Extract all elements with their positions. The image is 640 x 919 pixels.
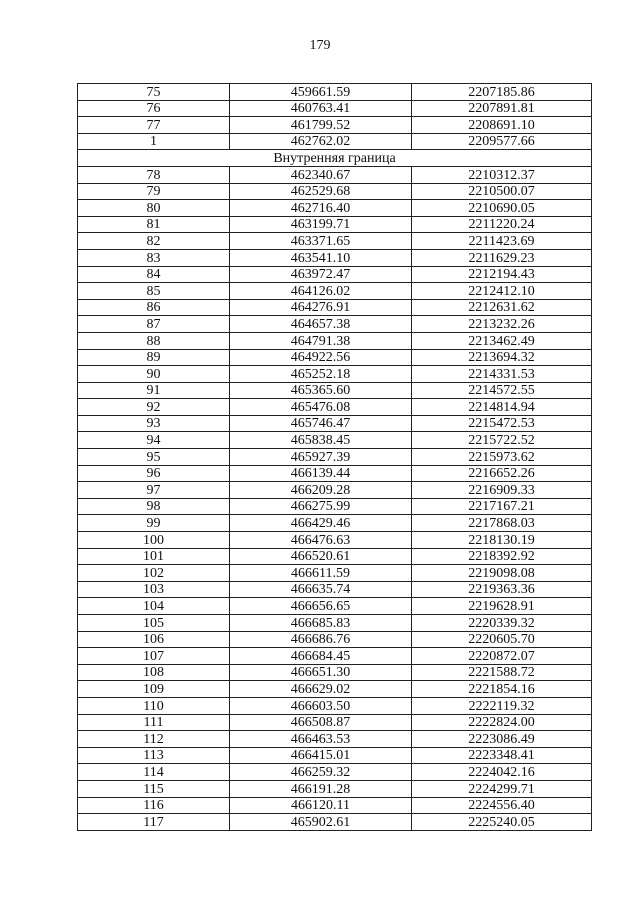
table-row xyxy=(78,216,592,233)
table-row xyxy=(78,183,592,200)
coordinates-rows-inner xyxy=(78,166,592,830)
table-row xyxy=(78,266,592,283)
point-number: 106 xyxy=(78,631,230,648)
table-row xyxy=(78,598,592,615)
table-row xyxy=(78,415,592,432)
y-coordinate: 2211423.69 xyxy=(412,233,592,250)
y-coordinate: 2221854.16 xyxy=(412,681,592,698)
section-label: Внутренняя граница xyxy=(78,150,592,167)
table-row xyxy=(78,283,592,300)
table-row xyxy=(78,648,592,665)
y-coordinate: 2225240.05 xyxy=(412,814,592,831)
table-row xyxy=(78,366,592,383)
y-coordinate: 2220872.07 xyxy=(412,648,592,665)
point-number: 89 xyxy=(78,349,230,366)
point-number: 95 xyxy=(78,449,230,466)
y-coordinate: 2213462.49 xyxy=(412,332,592,349)
table-row xyxy=(78,482,592,499)
x-coordinate: 466656.65 xyxy=(230,598,412,615)
y-coordinate: 2215722.52 xyxy=(412,432,592,449)
point-number: 101 xyxy=(78,548,230,565)
table-row xyxy=(78,332,592,349)
section-row xyxy=(78,150,592,167)
point-number: 116 xyxy=(78,797,230,814)
point-number: 103 xyxy=(78,581,230,598)
table-row xyxy=(78,747,592,764)
y-coordinate: 2224299.71 xyxy=(412,780,592,797)
point-number: 114 xyxy=(78,764,230,781)
point-number: 110 xyxy=(78,697,230,714)
table-row xyxy=(78,349,592,366)
y-coordinate: 2222824.00 xyxy=(412,714,592,731)
point-number: 102 xyxy=(78,565,230,582)
point-number: 84 xyxy=(78,266,230,283)
x-coordinate: 466415.01 xyxy=(230,747,412,764)
y-coordinate: 2210500.07 xyxy=(412,183,592,200)
table-row xyxy=(78,780,592,797)
y-coordinate: 2219628.91 xyxy=(412,598,592,615)
x-coordinate: 463541.10 xyxy=(230,249,412,266)
table-row xyxy=(78,631,592,648)
y-coordinate: 2222119.32 xyxy=(412,697,592,714)
point-number: 78 xyxy=(78,166,230,183)
y-coordinate: 2223086.49 xyxy=(412,731,592,748)
coordinates-rows-outer xyxy=(78,84,592,150)
point-number: 108 xyxy=(78,664,230,681)
x-coordinate: 464922.56 xyxy=(230,349,412,366)
y-coordinate: 2217868.03 xyxy=(412,515,592,532)
table-row xyxy=(78,84,592,101)
y-coordinate: 2221588.72 xyxy=(412,664,592,681)
x-coordinate: 466635.74 xyxy=(230,581,412,598)
y-coordinate: 2215973.62 xyxy=(412,449,592,466)
y-coordinate: 2213232.26 xyxy=(412,316,592,333)
table-row xyxy=(78,382,592,399)
y-coordinate: 2213694.32 xyxy=(412,349,592,366)
point-number: 83 xyxy=(78,249,230,266)
point-number: 115 xyxy=(78,780,230,797)
page-number: 179 xyxy=(309,38,331,53)
table-row xyxy=(78,498,592,515)
table-row xyxy=(78,615,592,632)
point-number: 105 xyxy=(78,615,230,632)
point-number: 91 xyxy=(78,382,230,399)
y-coordinate: 2216909.33 xyxy=(412,482,592,499)
x-coordinate: 465902.61 xyxy=(230,814,412,831)
x-coordinate: 466520.61 xyxy=(230,548,412,565)
point-number: 88 xyxy=(78,332,230,349)
x-coordinate: 462529.68 xyxy=(230,183,412,200)
table-row xyxy=(78,200,592,217)
point-number: 117 xyxy=(78,814,230,831)
y-coordinate: 2218392.92 xyxy=(412,548,592,565)
point-number: 104 xyxy=(78,598,230,615)
y-coordinate: 2214331.53 xyxy=(412,366,592,383)
y-coordinate: 2220605.70 xyxy=(412,631,592,648)
table-row xyxy=(78,548,592,565)
y-coordinate: 2212194.43 xyxy=(412,266,592,283)
y-coordinate: 2207891.81 xyxy=(412,100,592,117)
point-number: 79 xyxy=(78,183,230,200)
x-coordinate: 465746.47 xyxy=(230,415,412,432)
table-row xyxy=(78,681,592,698)
point-number: 80 xyxy=(78,200,230,217)
x-coordinate: 466686.76 xyxy=(230,631,412,648)
x-coordinate: 465252.18 xyxy=(230,366,412,383)
point-number: 112 xyxy=(78,731,230,748)
y-coordinate: 2216652.26 xyxy=(412,465,592,482)
table-row xyxy=(78,299,592,316)
y-coordinate: 2210312.37 xyxy=(412,166,592,183)
table-row xyxy=(78,714,592,731)
x-coordinate: 461799.52 xyxy=(230,117,412,134)
x-coordinate: 465838.45 xyxy=(230,432,412,449)
x-coordinate: 466603.50 xyxy=(230,697,412,714)
section-header xyxy=(78,150,592,167)
y-coordinate: 2207185.86 xyxy=(412,84,592,101)
point-number: 94 xyxy=(78,432,230,449)
x-coordinate: 465365.60 xyxy=(230,382,412,399)
table-row xyxy=(78,399,592,416)
x-coordinate: 466275.99 xyxy=(230,498,412,515)
x-coordinate: 466191.28 xyxy=(230,780,412,797)
x-coordinate: 466611.59 xyxy=(230,565,412,582)
y-coordinate: 2224042.16 xyxy=(412,764,592,781)
x-coordinate: 464276.91 xyxy=(230,299,412,316)
x-coordinate: 466685.83 xyxy=(230,615,412,632)
table-row xyxy=(78,697,592,714)
table-row xyxy=(78,465,592,482)
point-number: 98 xyxy=(78,498,230,515)
y-coordinate: 2212412.10 xyxy=(412,283,592,300)
table-row xyxy=(78,532,592,549)
y-coordinate: 2208691.10 xyxy=(412,117,592,134)
table-row xyxy=(78,764,592,781)
x-coordinate: 462340.67 xyxy=(230,166,412,183)
y-coordinate: 2218130.19 xyxy=(412,532,592,549)
y-coordinate: 2211629.23 xyxy=(412,249,592,266)
table-row xyxy=(78,565,592,582)
y-coordinate: 2209577.66 xyxy=(412,133,592,150)
x-coordinate: 466139.44 xyxy=(230,465,412,482)
x-coordinate: 460763.41 xyxy=(230,100,412,117)
x-coordinate: 459661.59 xyxy=(230,84,412,101)
point-number: 87 xyxy=(78,316,230,333)
y-coordinate: 2223348.41 xyxy=(412,747,592,764)
point-number: 113 xyxy=(78,747,230,764)
y-coordinate: 2219363.36 xyxy=(412,581,592,598)
table-row xyxy=(78,133,592,150)
point-number: 97 xyxy=(78,482,230,499)
coordinates-table xyxy=(77,83,592,831)
point-number: 81 xyxy=(78,216,230,233)
point-number: 107 xyxy=(78,648,230,665)
table-row xyxy=(78,797,592,814)
x-coordinate: 466508.87 xyxy=(230,714,412,731)
table-row xyxy=(78,316,592,333)
point-number: 75 xyxy=(78,84,230,101)
y-coordinate: 2214572.55 xyxy=(412,382,592,399)
point-number: 76 xyxy=(78,100,230,117)
point-number: 111 xyxy=(78,714,230,731)
point-number: 90 xyxy=(78,366,230,383)
table-row xyxy=(78,117,592,134)
y-coordinate: 2217167.21 xyxy=(412,498,592,515)
x-coordinate: 466259.32 xyxy=(230,764,412,781)
x-coordinate: 463199.71 xyxy=(230,216,412,233)
point-number: 96 xyxy=(78,465,230,482)
y-coordinate: 2211220.24 xyxy=(412,216,592,233)
point-number: 86 xyxy=(78,299,230,316)
x-coordinate: 464657.38 xyxy=(230,316,412,333)
x-coordinate: 465476.08 xyxy=(230,399,412,416)
x-coordinate: 466651.30 xyxy=(230,664,412,681)
table-row xyxy=(78,731,592,748)
point-number: 99 xyxy=(78,515,230,532)
y-coordinate: 2212631.62 xyxy=(412,299,592,316)
table-row xyxy=(78,166,592,183)
x-coordinate: 466429.46 xyxy=(230,515,412,532)
table-row xyxy=(78,449,592,466)
table-row xyxy=(78,233,592,250)
y-coordinate: 2220339.32 xyxy=(412,615,592,632)
table-row xyxy=(78,100,592,117)
x-coordinate: 466476.63 xyxy=(230,532,412,549)
x-coordinate: 466463.53 xyxy=(230,731,412,748)
x-coordinate: 466629.02 xyxy=(230,681,412,698)
y-coordinate: 2210690.05 xyxy=(412,200,592,217)
y-coordinate: 2214814.94 xyxy=(412,399,592,416)
x-coordinate: 462716.40 xyxy=(230,200,412,217)
point-number: 1 xyxy=(78,133,230,150)
point-number: 85 xyxy=(78,283,230,300)
point-number: 93 xyxy=(78,415,230,432)
point-number: 109 xyxy=(78,681,230,698)
x-coordinate: 465927.39 xyxy=(230,449,412,466)
x-coordinate: 466120.11 xyxy=(230,797,412,814)
x-coordinate: 464791.38 xyxy=(230,332,412,349)
x-coordinate: 463371.65 xyxy=(230,233,412,250)
table-row xyxy=(78,515,592,532)
table-row xyxy=(78,664,592,681)
y-coordinate: 2215472.53 xyxy=(412,415,592,432)
table-row xyxy=(78,249,592,266)
point-number: 82 xyxy=(78,233,230,250)
table-row xyxy=(78,432,592,449)
table-row xyxy=(78,814,592,831)
y-coordinate: 2219098.08 xyxy=(412,565,592,582)
x-coordinate: 466209.28 xyxy=(230,482,412,499)
x-coordinate: 462762.02 xyxy=(230,133,412,150)
point-number: 92 xyxy=(78,399,230,416)
x-coordinate: 464126.02 xyxy=(230,283,412,300)
point-number: 77 xyxy=(78,117,230,134)
table-row xyxy=(78,581,592,598)
point-number: 100 xyxy=(78,532,230,549)
y-coordinate: 2224556.40 xyxy=(412,797,592,814)
x-coordinate: 463972.47 xyxy=(230,266,412,283)
x-coordinate: 466684.45 xyxy=(230,648,412,665)
